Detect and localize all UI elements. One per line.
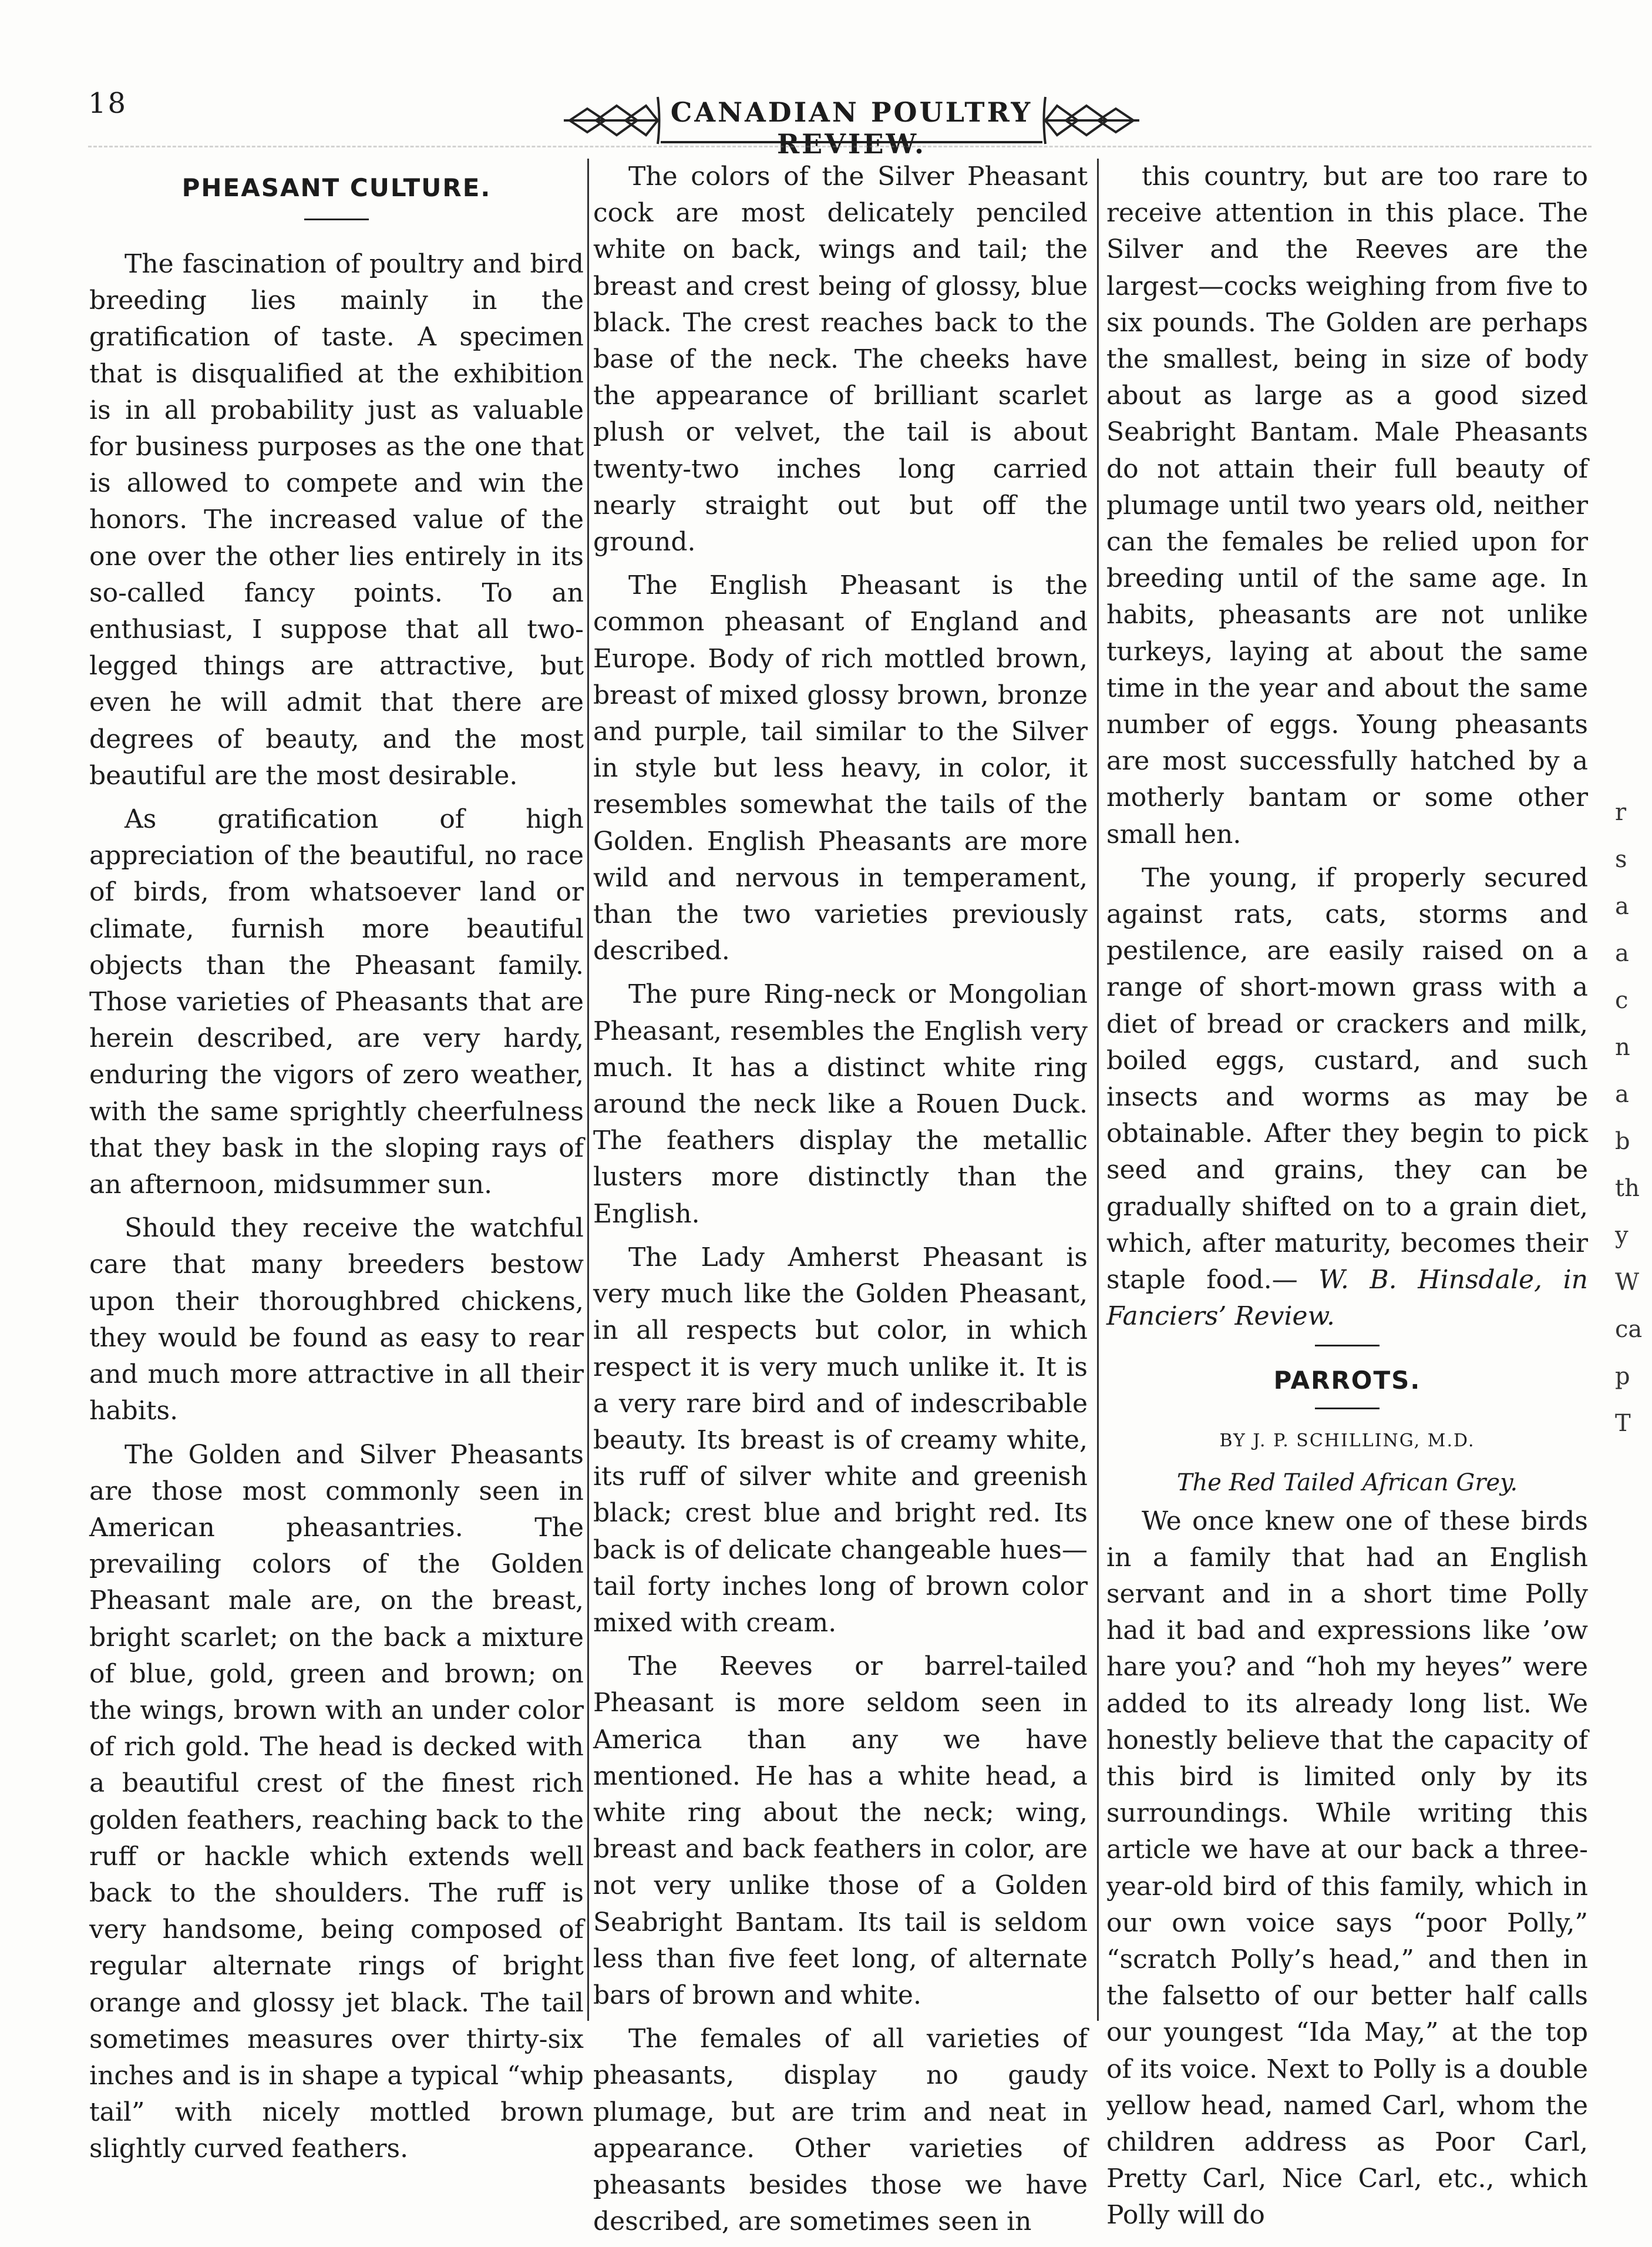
paragraph: The English Pheasant is the common pheasant of England and Europe. Body of rich mottled brown, breast of mixed glossy brown, bronze and purple, tail similar to the Silver in style but less heavy, in color, it resembles somewhat the tails of the Golden. English Pheasants are more wild and nervous in temperament, than the two varieties previously described.	[593, 570, 1088, 966]
edge-fragment: r	[1615, 799, 1627, 826]
paragraph: The fascination of poultry and bird breeding lies mainly in the gratification of taste. A specimen that is disqualified at the exhibition is in all probability just as valuable for business purposes as the one that is allowed to compete and win the honors. The increased value of the one over the other lies entirely in its so-called fancy points. To an enthusiast, I suppose that all two-legged things are attractive, but even he will admit that there are degrees of beauty, and the most beautiful are the most desirable.	[89, 249, 584, 791]
edge-fragment: a	[1615, 1081, 1629, 1108]
paragraph: The Reeves or barrel-tailed Pheasant is more seldom seen in America than any we have mentioned. He has a white head, a white ring about the neck; wing, breast and back feathers in color, are not very unlike those of a Golden Seabright Bantam. Its tail is seldom less than five feet long, of alternate bars of brown and white.	[593, 1651, 1088, 2010]
paragraph: We once knew one of these birds in a family that had an English servant and in a short time Polly had it bad and expressions like ’ow hare you? and “hoh my heyes” were added to its already long list. We honestly believe that the capacity of this bird is limited only by its surroundings. While writing this article we have at our back a three-year-old bird of this family, which in our own voice says “poor Polly,” “scratch Polly’s head,” and then in the falsetto of our better half calls our youngest “Ida May,” at the top of its voice. Next to Polly is a double yellow head, named Carl, whom the children address as Poor Carl, Pretty Carl, Nice Carl, etc., which Polly will do	[1106, 1506, 1588, 2231]
column-divider	[587, 159, 589, 2021]
column-3	[1106, 159, 1588, 2241]
heading-rule	[1315, 1408, 1380, 1409]
edge-fragment: a	[1615, 893, 1629, 920]
paragraph: The Golden and Silver Pheasants are those most commonly seen in American pheasantries. The prevailing colors of the Golden Pheasant male are, on the breast, bright scarlet; on the back a mixture of blue, gold, green and brown; on the wings, brown with an under color of rich gold. The head is decked with a beautiful crest of the finest rich golden feathers, reaching back to the ruff or hackle which extends well back to the shoulders. The ruff is very handsome, being composed of regular alternate rings of bright orange and glossy jet black. The tail sometimes measures over thirty-six inches and is in shape a typical “whip tail” with nicely mottled brown slightly curved feathers.	[89, 1439, 584, 2164]
article-heading: PARROTS.	[1273, 1365, 1421, 1395]
paragraph: The pure Ring-neck or Mongolian Pheasant, resembles the English very much. It has a distinct white ring around the neck like a Rouen Duck. The feathers display the metallic lusters more distinctly than the English.	[593, 979, 1088, 1229]
edge-fragment: T	[1615, 1410, 1631, 1437]
edge-fragment: p	[1615, 1363, 1630, 1390]
paragraph: this country, but are too rare to receive attention in this place. The Silver and the Reeves are the largest—cocks weighing from five to six pounds. The Golden are perhaps the smallest, being in size of body about as large as a good sized Seabright Bantam. Male Pheasants do not attain their full beauty of plumage until two years old, neither can the females be relied upon for breeding until of the same age. In habits, pheasants are not unlike turkeys, laying at about the same time in the year and about the same number of eggs. Young pheasants are most successfully hatched by a motherly bantam or some other small hen.	[1106, 162, 1588, 849]
column-2	[593, 159, 1088, 2247]
edge-fragment: b	[1615, 1128, 1630, 1155]
byline: BY J. P. SCHILLING, M.D.	[1219, 1430, 1475, 1451]
paragraph	[1106, 860, 1588, 1335]
edge-fragment: s	[1615, 846, 1627, 873]
page-number: 18	[88, 87, 128, 120]
column-divider	[1097, 159, 1099, 2021]
paragraph: As gratification of high appreciation of the beautiful, no race of birds, from whatsoever land or climate, furnish more beautiful objects than the Pheasant family. Those varieties of Pheasants that are herein described, are very hardy, enduring the vigors of zero weather, with the same sprightly cheerfulness that they bask in the sloping rays of an afternoon, midsummer sun.	[89, 804, 584, 1200]
subtitle: The Red Tailed African Grey.	[1176, 1469, 1518, 1496]
edge-fragment: y	[1615, 1222, 1629, 1249]
edge-fragment: n	[1615, 1034, 1630, 1061]
header-rule	[88, 146, 1592, 147]
edge-fragment: W	[1615, 1269, 1640, 1296]
paragraph: The colors of the Silver Pheasant cock are most delicately penciled white on back, wings and tail; the breast and crest being of glossy, blue black. The crest reaches back to the base of the neck. The cheeks have the appearance of brilliant scarlet plush or velvet, the tail is about twenty-two inches long carried nearly straight out but off the ground.	[593, 162, 1088, 557]
attribution: W. B. Hinsdale, in Fanciers’ Review.	[1106, 1265, 1588, 1332]
edge-fragment: th	[1615, 1175, 1640, 1202]
paragraph: Should they receive the watchful care that many breeders bestow upon their thoroughbred chickens, they would be found as easy to rear and much more attractive in all their habits.	[89, 1213, 584, 1426]
edge-fragment: a	[1615, 940, 1629, 967]
masthead-title: CANADIAN POULTRY REVIEW.	[670, 96, 1033, 160]
masthead	[564, 88, 1139, 160]
paragraph: The Lady Amherst Pheasant is very much like the Golden Pheasant, in all respects but color, in which respect it is very much unlike it. It is a very rare bird and of indescribable beauty. Its breast is of creamy white, its ruff of silver white and greenish black; crest blue and bright red. Its back is of delicate changeable hues—tail forty inches long of brown color mixed with cream.	[593, 1242, 1088, 1638]
article-heading: PHEASANT CULTURE.	[181, 173, 492, 202]
column-1	[89, 159, 584, 2175]
edge-fragment: c	[1615, 987, 1629, 1014]
heading-rule	[304, 219, 369, 220]
paragraph: The females of all varieties of pheasants, display no gaudy plumage, but are trim and neat in appearance. Other varieties of pheasants besides those we have described, are sometimes seen in	[593, 2024, 1088, 2237]
edge-fragment: ca	[1615, 1316, 1643, 1343]
section-rule	[1315, 1345, 1380, 1346]
paragraph-text: The young, if properly secured against rats, cats, storms and pestilence, are easily raised on a range of short-mown grass with a diet of bread or crackers and milk, boiled eggs, custard, and such insects and worms as may be obtainable. After they begin to pick seed and grains, they can be gradually shifted on to a grain diet, which, after maturity, becomes their staple food.—	[1106, 862, 1588, 1295]
adjacent-page-edge	[1597, 775, 1650, 2127]
